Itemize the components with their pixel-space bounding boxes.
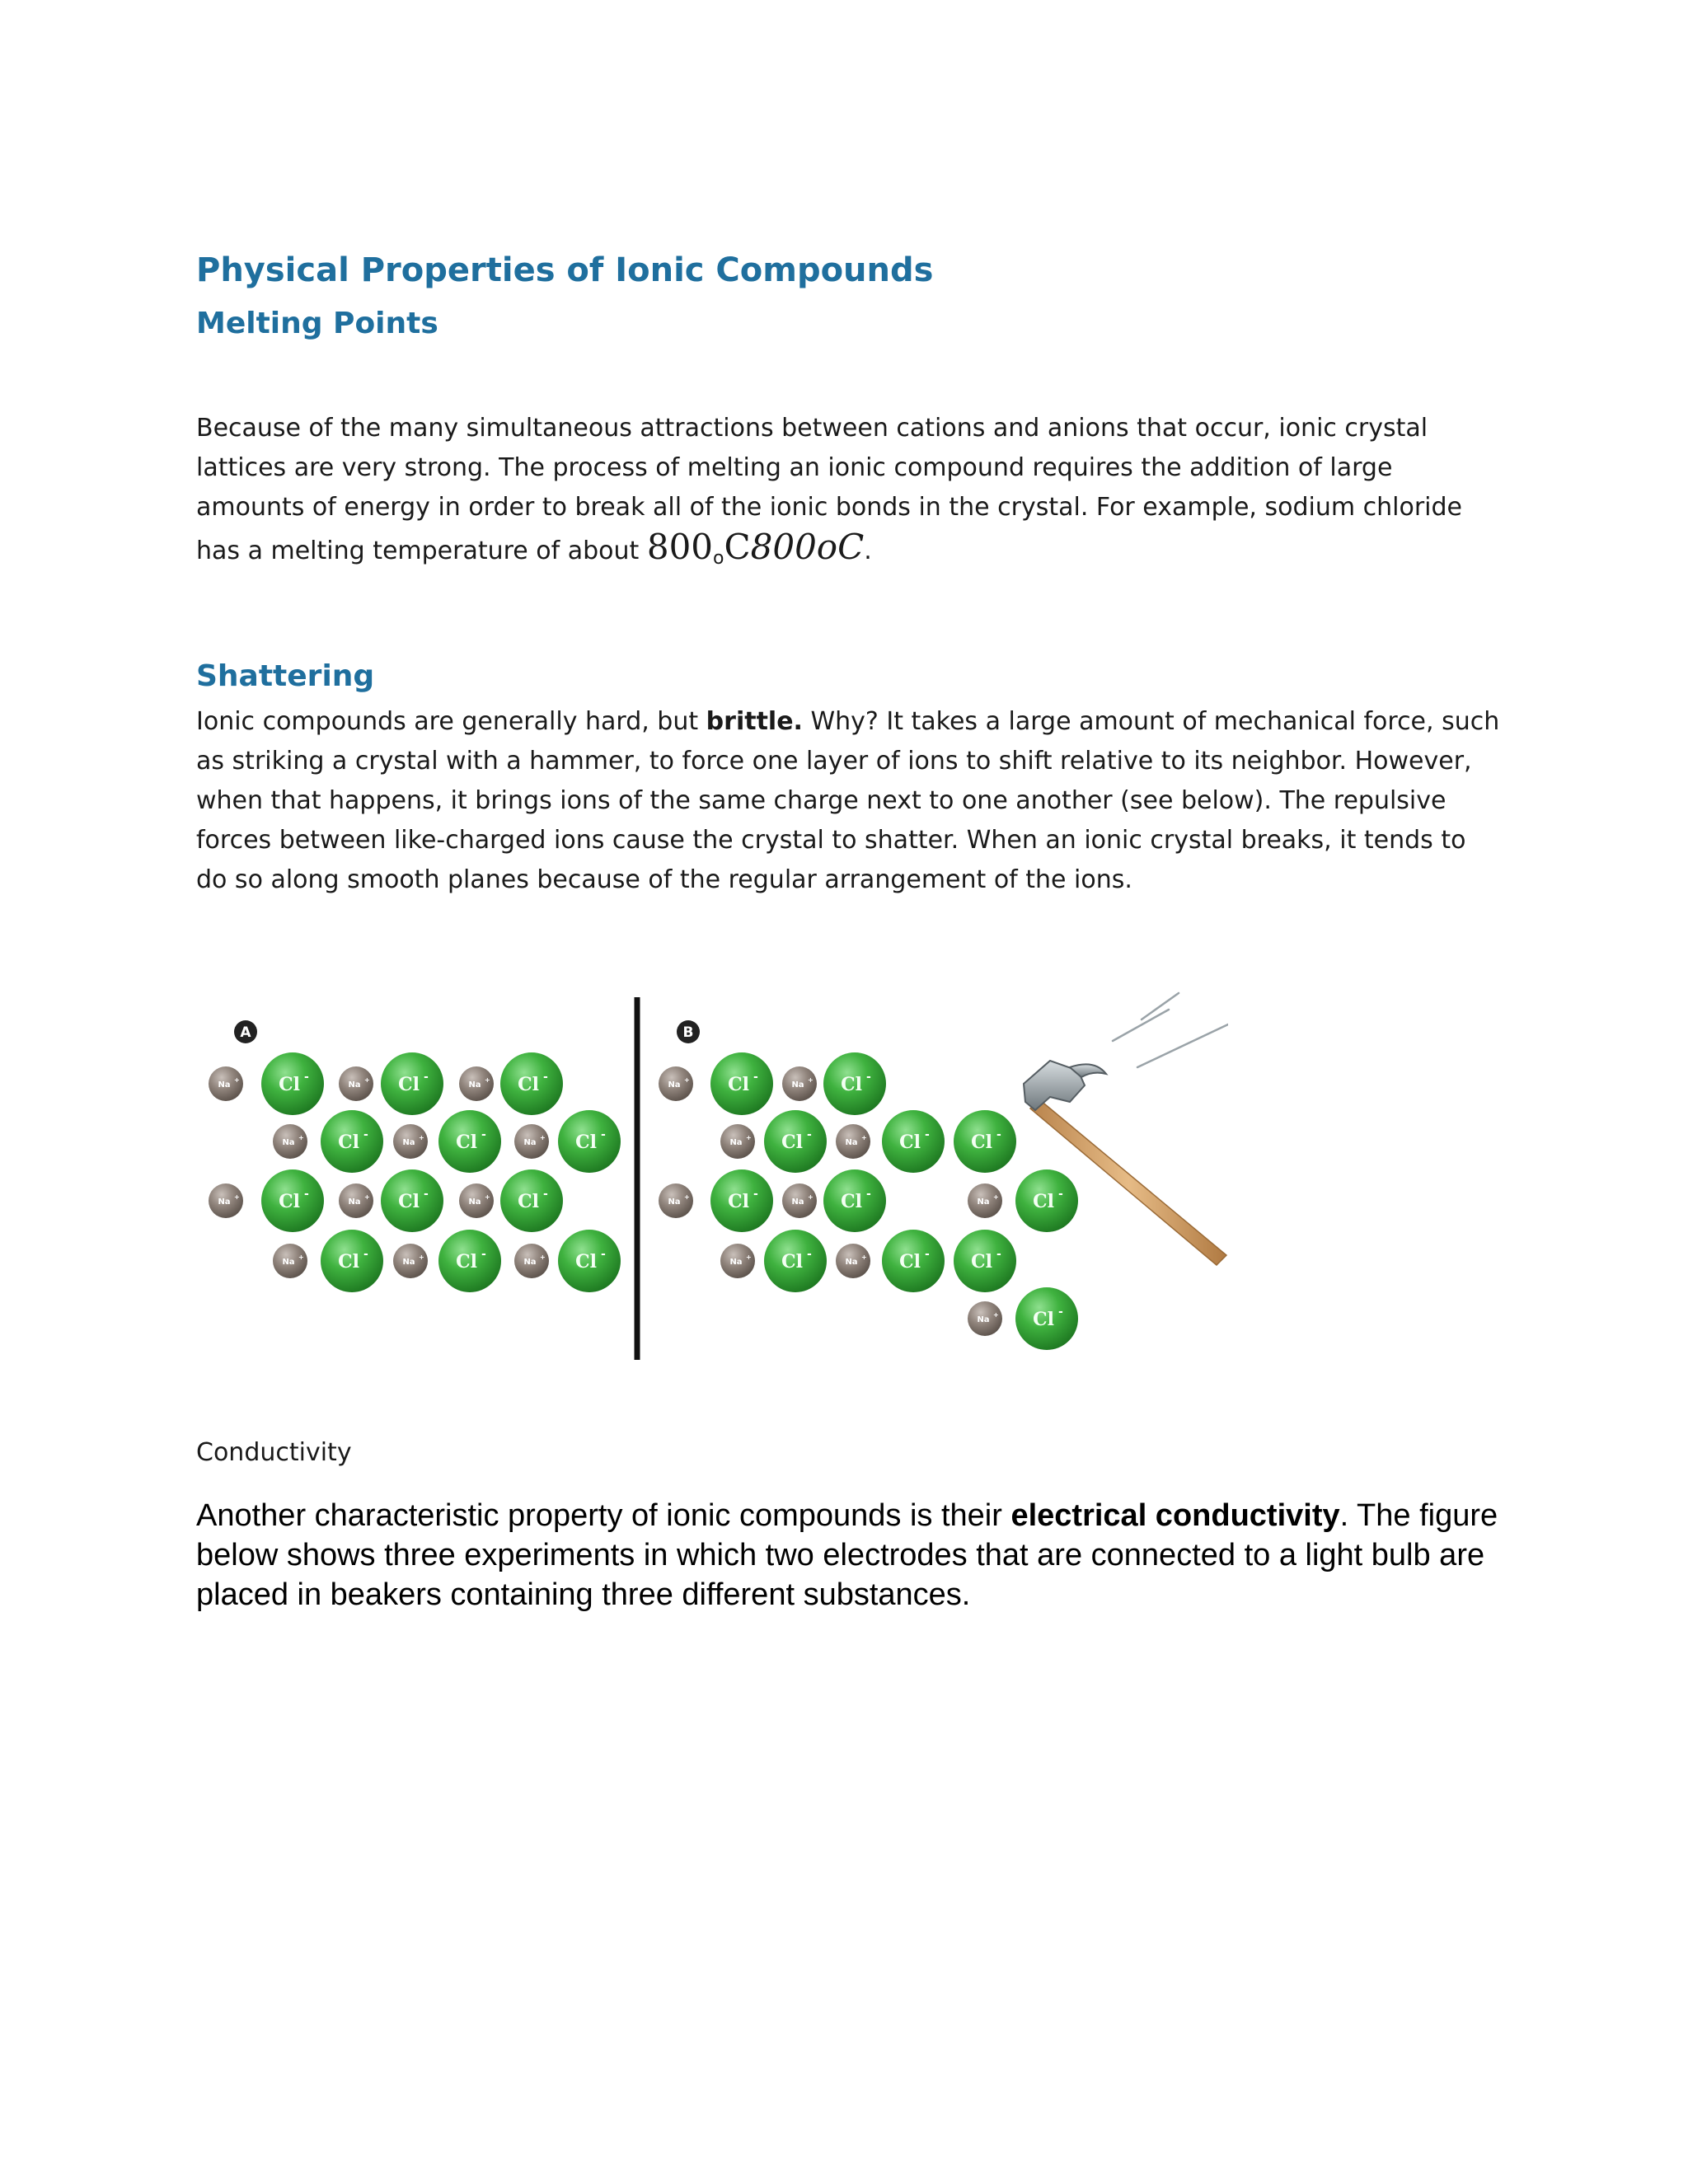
chloride-label: Cl bbox=[728, 1191, 749, 1212]
melting-line-4-prefix: has a melting temperature of about bbox=[196, 537, 647, 565]
sodium-charge: + bbox=[746, 1254, 752, 1261]
sodium-ion bbox=[968, 1183, 1002, 1218]
chloride-label: Cl bbox=[781, 1132, 803, 1153]
sodium-ion bbox=[273, 1124, 307, 1159]
chloride-ion bbox=[438, 1110, 501, 1173]
shattering-paragraph bbox=[196, 702, 1498, 900]
chloride-label: Cl bbox=[971, 1251, 992, 1272]
sodium-ion bbox=[514, 1124, 549, 1159]
chloride-charge: - bbox=[601, 1128, 606, 1141]
sodium-label: Na bbox=[468, 1080, 481, 1090]
chloride-label: Cl bbox=[1033, 1191, 1054, 1212]
sodium-ion bbox=[393, 1124, 428, 1159]
chloride-label: Cl bbox=[575, 1132, 597, 1153]
chloride-ion bbox=[321, 1230, 383, 1292]
ionic-crystal-figure bbox=[206, 985, 1228, 1360]
conductivity-line-1-suffix: . The figure bbox=[1339, 1498, 1498, 1533]
chloride-charge: - bbox=[866, 1188, 871, 1201]
sodium-ion bbox=[209, 1066, 243, 1101]
shattering-line-1-suffix: Why? It takes a large amount of mechanical force, such bbox=[802, 707, 1500, 736]
chloride-label: Cl bbox=[781, 1251, 803, 1272]
melting-temp-period: . bbox=[864, 537, 872, 565]
conductivity-label: Conductivity bbox=[196, 1438, 352, 1467]
chloride-charge: - bbox=[1058, 1305, 1063, 1319]
sodium-label: Na bbox=[218, 1080, 231, 1090]
conductivity-line-1 bbox=[196, 1496, 1523, 1535]
sodium-charge: + bbox=[364, 1076, 370, 1084]
melting-paragraph bbox=[196, 409, 1498, 574]
melting-temp-unit: C bbox=[724, 527, 751, 567]
chloride-ion bbox=[1015, 1287, 1078, 1350]
sodium-label: Na bbox=[402, 1258, 415, 1267]
hammer bbox=[1024, 1061, 1226, 1265]
chloride-ion bbox=[558, 1230, 621, 1292]
chloride-charge: - bbox=[543, 1188, 548, 1201]
chloride-charge: - bbox=[424, 1071, 429, 1084]
sodium-label: Na bbox=[791, 1197, 804, 1207]
sodium-label: Na bbox=[668, 1197, 681, 1207]
conductivity-line-2: below shows three experiments in which two electrodes that are connected to a light bulb are bbox=[196, 1538, 1485, 1572]
brittle-term: brittle. bbox=[706, 707, 803, 736]
chloride-charge: - bbox=[807, 1248, 812, 1261]
panel-b-label: B bbox=[682, 1024, 694, 1041]
sodium-charge: + bbox=[540, 1254, 546, 1261]
chloride-label: Cl bbox=[338, 1132, 359, 1153]
sodium-ion bbox=[339, 1066, 373, 1101]
sodium-charge: + bbox=[993, 1311, 999, 1319]
sodium-label: Na bbox=[523, 1138, 537, 1147]
melting-line-4 bbox=[196, 527, 1498, 574]
panel-a-badge bbox=[234, 1020, 257, 1043]
sodium-charge: + bbox=[485, 1076, 490, 1084]
conductivity-paragraph bbox=[196, 1496, 1523, 1615]
sodium-charge: + bbox=[298, 1254, 304, 1261]
chloride-charge: - bbox=[996, 1128, 1001, 1141]
sodium-charge: + bbox=[364, 1193, 370, 1201]
sodium-label: Na bbox=[729, 1138, 743, 1147]
shattering-heading: Shattering bbox=[196, 659, 375, 693]
sodium-charge: + bbox=[746, 1134, 752, 1141]
shattering-line-3: when that happens, it brings ions of the same charge next to one another (see below). The repulsive bbox=[196, 786, 1447, 815]
chloride-ion bbox=[882, 1230, 945, 1292]
melting-temp-value: 800 bbox=[646, 527, 714, 567]
sodium-ion bbox=[659, 1066, 693, 1101]
sodium-ion bbox=[459, 1183, 494, 1218]
chloride-label: Cl bbox=[518, 1191, 539, 1212]
sodium-ion bbox=[836, 1244, 870, 1278]
sodium-charge: + bbox=[684, 1076, 690, 1084]
sodium-charge: + bbox=[808, 1193, 814, 1201]
sodium-ion bbox=[836, 1124, 870, 1159]
chloride-label: Cl bbox=[456, 1251, 477, 1272]
melting-line-1: Because of the many simultaneous attractions between cations and anions that occur, ionic crystal bbox=[196, 414, 1428, 443]
sodium-label: Na bbox=[348, 1197, 361, 1207]
sodium-ion bbox=[273, 1244, 307, 1278]
panel-b-badge bbox=[677, 1020, 700, 1043]
sodium-label: Na bbox=[218, 1197, 231, 1207]
chloride-charge: - bbox=[424, 1188, 429, 1201]
chloride-charge: - bbox=[481, 1128, 486, 1141]
motion-lines bbox=[1113, 993, 1228, 1067]
sodium-charge: + bbox=[419, 1134, 424, 1141]
chloride-charge: - bbox=[753, 1071, 758, 1084]
shattering-line-5: do so along smooth planes because of the regular arrangement of the ions. bbox=[196, 865, 1132, 894]
chloride-label: Cl bbox=[728, 1074, 749, 1095]
chloride-ion bbox=[500, 1052, 563, 1115]
sodium-label: Na bbox=[729, 1258, 743, 1267]
chloride-ion bbox=[882, 1110, 945, 1173]
sodium-ion bbox=[782, 1066, 817, 1101]
chloride-ion bbox=[764, 1230, 827, 1292]
chloride-ion bbox=[438, 1230, 501, 1292]
sodium-ion bbox=[459, 1066, 494, 1101]
ions-layer bbox=[209, 1052, 1078, 1350]
sodium-charge: + bbox=[234, 1193, 240, 1201]
sodium-charge: + bbox=[808, 1076, 814, 1084]
chloride-label: Cl bbox=[575, 1251, 597, 1272]
chloride-ion bbox=[261, 1052, 324, 1115]
chloride-ion bbox=[823, 1169, 886, 1232]
chloride-charge: - bbox=[753, 1188, 758, 1201]
sodium-charge: + bbox=[540, 1134, 546, 1141]
sodium-ion bbox=[782, 1183, 817, 1218]
chloride-ion bbox=[381, 1169, 443, 1232]
chloride-ion bbox=[1015, 1169, 1078, 1232]
chloride-label: Cl bbox=[971, 1132, 992, 1153]
melting-points-heading: Melting Points bbox=[196, 307, 438, 340]
chloride-label: Cl bbox=[899, 1132, 921, 1153]
chloride-charge: - bbox=[601, 1248, 606, 1261]
panel-a-label: A bbox=[240, 1024, 251, 1041]
chloride-charge: - bbox=[363, 1128, 368, 1141]
chloride-label: Cl bbox=[1033, 1309, 1054, 1330]
shattering-line-4: forces between like-charged ions cause the crystal to shatter. When an ionic crystal breaks, it tends to bbox=[196, 826, 1466, 855]
chloride-label: Cl bbox=[398, 1191, 420, 1212]
sodium-charge: + bbox=[993, 1193, 999, 1201]
melting-temp-degree: o bbox=[713, 548, 724, 569]
electrical-conductivity-term: electrical conductivity bbox=[1010, 1498, 1340, 1533]
sodium-ion bbox=[720, 1124, 755, 1159]
sodium-charge: + bbox=[861, 1254, 867, 1261]
chloride-charge: - bbox=[807, 1128, 812, 1141]
chloride-charge: - bbox=[363, 1248, 368, 1261]
sodium-ion bbox=[514, 1244, 549, 1278]
chloride-ion bbox=[261, 1169, 324, 1232]
chloride-label: Cl bbox=[456, 1132, 477, 1153]
chloride-label: Cl bbox=[279, 1191, 300, 1212]
chloride-charge: - bbox=[1058, 1188, 1063, 1201]
sodium-ion bbox=[968, 1301, 1002, 1336]
page-title: Physical Properties of Ionic Compounds bbox=[196, 251, 934, 289]
chloride-charge: - bbox=[304, 1188, 309, 1201]
sodium-ion bbox=[659, 1183, 693, 1218]
sodium-charge: + bbox=[234, 1076, 240, 1084]
melting-line-3: amounts of energy in order to break all of the ionic bonds in the crystal. For example, sodium chloride bbox=[196, 493, 1463, 522]
sodium-charge: + bbox=[684, 1193, 690, 1201]
chloride-charge: - bbox=[996, 1248, 1001, 1261]
sodium-label: Na bbox=[402, 1138, 415, 1147]
sodium-label: Na bbox=[282, 1138, 295, 1147]
shattering-line-2: as striking a crystal with a hammer, to force one layer of ions to shift relative to its neighbor. However, bbox=[196, 747, 1472, 776]
chloride-ion bbox=[954, 1230, 1016, 1292]
chloride-charge: - bbox=[925, 1128, 930, 1141]
chloride-ion bbox=[500, 1169, 563, 1232]
sodium-charge: + bbox=[861, 1134, 867, 1141]
sodium-label: Na bbox=[523, 1258, 537, 1267]
shattering-line-1-prefix: Ionic compounds are generally hard, but bbox=[196, 707, 706, 736]
conductivity-line-3: placed in beakers containing three different substances. bbox=[196, 1577, 971, 1612]
chloride-ion bbox=[764, 1110, 827, 1173]
chloride-label: Cl bbox=[398, 1074, 420, 1095]
sodium-charge: + bbox=[485, 1193, 490, 1201]
sodium-label: Na bbox=[977, 1197, 990, 1207]
sodium-label: Na bbox=[468, 1197, 481, 1207]
chloride-label: Cl bbox=[841, 1074, 862, 1095]
chloride-ion bbox=[381, 1052, 443, 1115]
chloride-ion bbox=[558, 1110, 621, 1173]
chloride-label: Cl bbox=[518, 1074, 539, 1095]
sodium-charge: + bbox=[419, 1254, 424, 1261]
chloride-label: Cl bbox=[338, 1251, 359, 1272]
sodium-label: Na bbox=[668, 1080, 681, 1090]
sodium-label: Na bbox=[282, 1258, 295, 1267]
sodium-ion bbox=[393, 1244, 428, 1278]
chloride-ion bbox=[710, 1052, 773, 1115]
sodium-label: Na bbox=[348, 1080, 361, 1090]
chloride-ion bbox=[954, 1110, 1016, 1173]
chloride-label: Cl bbox=[841, 1191, 862, 1212]
chloride-ion bbox=[321, 1110, 383, 1173]
sodium-label: Na bbox=[845, 1258, 858, 1267]
chloride-ion bbox=[710, 1169, 773, 1232]
chloride-label: Cl bbox=[279, 1074, 300, 1095]
shattering-line-1 bbox=[196, 702, 1498, 742]
chloride-charge: - bbox=[304, 1071, 309, 1084]
conductivity-line-1-prefix: Another characteristic property of ionic compounds is their bbox=[196, 1498, 1011, 1533]
sodium-label: Na bbox=[845, 1138, 858, 1147]
melting-temp-math: 800oC bbox=[750, 527, 865, 567]
sodium-ion bbox=[339, 1183, 373, 1218]
sodium-label: Na bbox=[977, 1315, 990, 1324]
sodium-label: Na bbox=[791, 1080, 804, 1090]
chloride-charge: - bbox=[481, 1248, 486, 1261]
melting-line-2: lattices are very strong. The process of melting an ionic compound requires the addition of large bbox=[196, 453, 1393, 482]
sodium-charge: + bbox=[298, 1134, 304, 1141]
chloride-label: Cl bbox=[899, 1251, 921, 1272]
chloride-charge: - bbox=[543, 1071, 548, 1084]
sodium-ion bbox=[720, 1244, 755, 1278]
chloride-charge: - bbox=[925, 1248, 930, 1261]
chloride-charge: - bbox=[866, 1071, 871, 1084]
chloride-ion bbox=[823, 1052, 886, 1115]
sodium-ion bbox=[209, 1183, 243, 1218]
